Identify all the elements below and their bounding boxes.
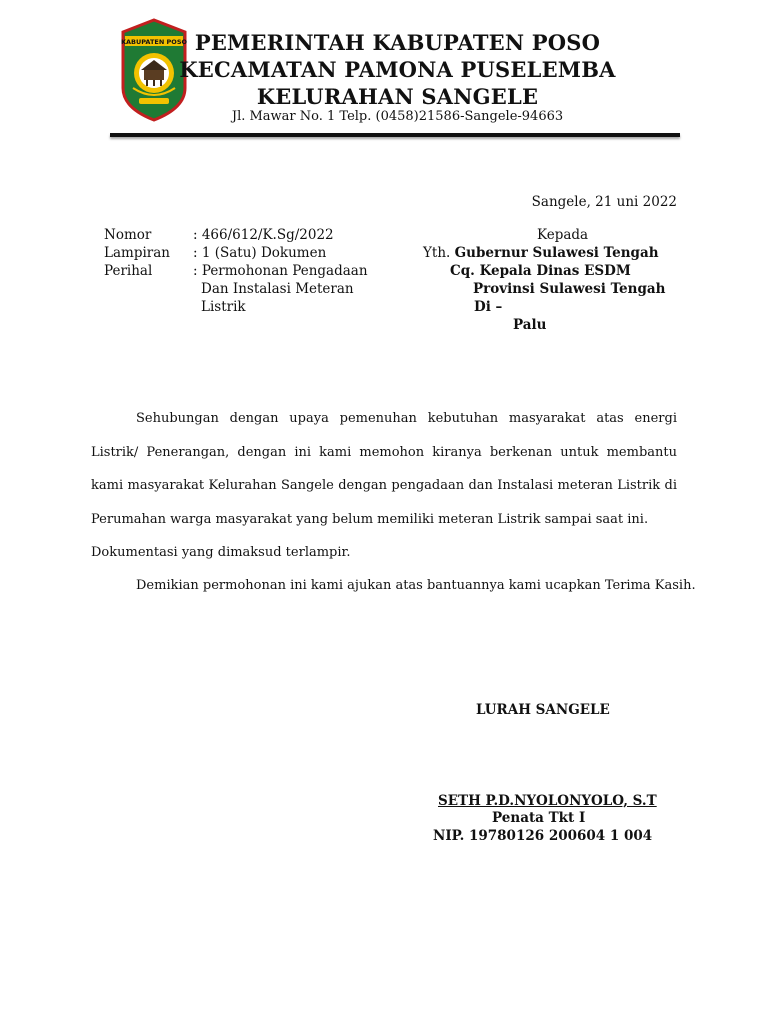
lampiran-label: Lampiran [104,245,170,261]
recipient-line-4: Di – [474,299,503,315]
nomor-label: Nomor [104,227,152,243]
signatory-rank: Penata Tkt I [492,810,586,826]
letterhead-address: Jl. Mawar No. 1 Telp. (0458)21586-Sangele-94663 [231,109,564,124]
body-paragraph-1-text: Sehubungan dengan upaya pemenuhan kebutuhan masyarakat atas energi Listrik/ Penerangan, dengan ini kami memohon kiranya berkenan untuk membantu kami masyarakat Kelurahan Sangele dengan pengadaan dan Instalasi meteran Listrik di Perumahan warga masyarakat yang belum memiliki meteran Listrik sampai saat ini. [91,411,677,527]
signatory-name: SETH P.D.NYOLONYOLO, S.T [438,793,657,809]
letterhead-government: PEMERINTAH KABUPATEN POSO [194,30,601,55]
recipient-line-5: Palu [513,317,547,333]
recipient-line-3: Provinsi Sulawesi Tengah [473,281,666,297]
recipient-governor: Gubernur Sulawesi Tengah [454,245,659,261]
kepada-label: Kepada [537,227,589,243]
signatory-nip: NIP. 19780126 200604 1 004 [433,828,653,844]
body-paragraph-1 [91,402,677,536]
body-paragraph-3: Demikian permohonan ini kami ajukan atas bantuannya kami ucapkan Terima Kasih. [136,578,696,593]
perihal-label: Perihal [104,263,153,279]
perihal-value-3: Listrik [201,299,246,315]
signature-title: LURAH SANGELE [476,702,610,718]
perihal-value-1: : Permohonan Pengadaan [193,263,368,279]
body-paragraph-2: Dokumentasi yang dimaksud terlampir. [91,545,351,560]
perihal-value-2: Dan Instalasi Meteran [201,281,354,297]
lampiran-value: : 1 (Satu) Dokumen [193,245,327,261]
letterhead-district: KECAMATAN PAMONA PUSELEMBA [179,57,616,82]
recipient-line-2: Cq. Kepala Dinas ESDM [450,263,631,279]
yth-label: Yth. [423,245,451,261]
logo-banner-text: KABUPATEN POSO [120,38,188,46]
recipient-line-1 [423,245,659,261]
nomor-value: : 466/612/K.Sg/2022 [193,227,334,243]
letterhead-divider [110,133,680,137]
letter-date: Sangele, 21 uni 2022 [531,194,677,210]
letterhead-village: KELURAHAN SANGELE [256,84,539,109]
